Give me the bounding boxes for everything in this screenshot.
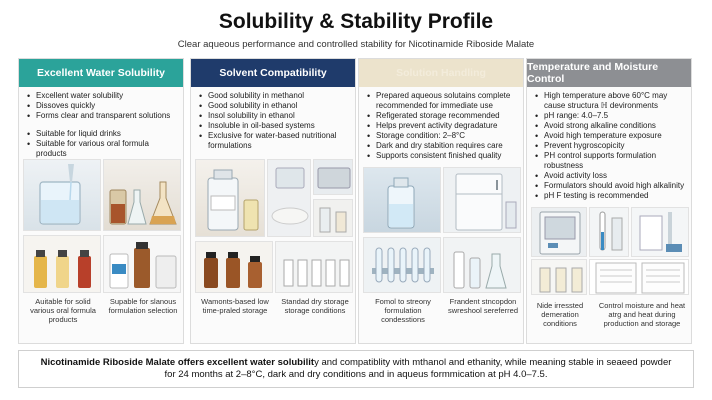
bullet-item: • Storage condition: 2–8°C [367,131,517,141]
bullet-item: • Prepared aqueous solutains complete recommended for immediate use [367,91,517,111]
bullet-item: • Insol solubility in ethanol [199,111,349,121]
beaker-pouring-photo [23,159,101,231]
page-title: Solubility & Stability Profile [218,10,494,33]
bullet-item: • PH control supports formulation robustness [535,151,685,171]
photo-caption: Control moisture and heat atrg and heat during production and storage [598,301,686,328]
bullet-item: • Formulators should avoid high alkalinity [535,181,685,191]
photo-caption: Standad dry storage storage conditions [281,297,349,315]
bullet-list [527,87,691,201]
photo-caption: Nide irressted demeration conditions [536,301,584,328]
bullet-item: • Forms clear and transparent solutions [27,111,177,121]
bullet-item: • Avoid high temperature exposure [535,131,685,141]
test-report-photo [589,259,689,295]
bullet-item: • Helps prevent activity degradature [367,121,517,131]
bullet-item: • Suitable for various oral formula products [27,139,177,159]
bullet-item: • Prevent hygroscopicity [535,141,685,151]
bullet-item: • Good solubility in ethanol [199,101,349,111]
column-water-solubility [18,58,184,344]
bullet-item: • Dark and dry stabition requires care [367,141,517,151]
lab-glassware-photo [443,237,521,293]
bullet-list [359,87,523,161]
page-subtitle: Clear aqueous performance and controlled stability for Nicotinamide Riboside Malate [177,39,535,50]
stability-chamber-photo [531,207,587,257]
column-temperature-moisture [526,58,692,344]
flasks-photo [103,159,181,231]
summary-lead: Nicotinamide Riboside Malate offers excellent water solubilit [40,357,315,368]
photo-caption: Auitable for solid various oral formula products [30,297,96,324]
supplement-bottles-photo [103,235,181,293]
thermometer-photo [589,207,629,257]
clear-solution-bottle-photo [363,167,441,233]
bullet-item: • Insoluble in oil-based systems [199,121,349,131]
bullet-item: • Suitable for liquid drinks [27,129,177,139]
ph-meter-photo [631,207,689,257]
summary-statement [18,350,694,388]
column-solution-handling [358,58,524,344]
bullet-item: • pH F testing is recommended [535,191,685,201]
bullet-item: • Exclusive for water-based nutritional formulations [199,131,349,151]
bullet-item: • Supports consistent finished quality [367,151,517,161]
photo-caption: Frandent stncopdon swreshool sereferred [447,297,519,315]
bullet-list [191,87,355,151]
summary-body: y and compatiblity with mthanol and ethanity, while meaning stable in seaeed powder for 24 months at 2–8°C, dark and dry conditions and in aqueus formmication at pH 4.0–7.5. [164,357,672,380]
photo-caption: Supable for slanous formulation selection [108,297,178,315]
bullet-item: • pH range: 4.0–7.5 [535,111,685,121]
column-header: Temperature and Moisture Control [527,59,691,87]
bullet-item: • Refigerated storage recommended [367,111,517,121]
refrigerator-photo [443,167,521,233]
drink-bottles-photo [23,235,101,293]
sample-vials-photo [531,259,587,295]
photo-caption: Fomol to streony formulation condesstions [375,297,431,324]
sample-vials-photo [313,199,353,237]
bullet-item: • Excellent water solubility [27,91,177,101]
column-header: Excellent Water Solubility [19,59,183,87]
reagent-bottle-photo [195,159,265,237]
column-header: Solution Handling [359,59,523,87]
bullet-item: • High temperature above 60°C may cause structura ℍ devironments [535,91,685,111]
column-header: Solvent Compatibility [191,59,355,87]
bullet-item: • Dissoves quickly [27,101,177,111]
test-tubes-photo [363,237,441,293]
bullet-item: • Avoid strong alkaline conditions [535,121,685,131]
bullet-item: • Good solubility in methanol [199,91,349,101]
photo-caption: Wamonts-based low time-praled storage [201,297,269,315]
column-solvent-compatibility [190,58,356,344]
lab-instrument-photo [313,159,353,195]
amber-bottles-photo [195,241,273,293]
bullet-item: • Avoid activity loss [535,171,685,181]
vial-rack-photo [275,241,353,293]
powder-dish-photo [267,159,311,237]
bullet-list [19,87,183,159]
